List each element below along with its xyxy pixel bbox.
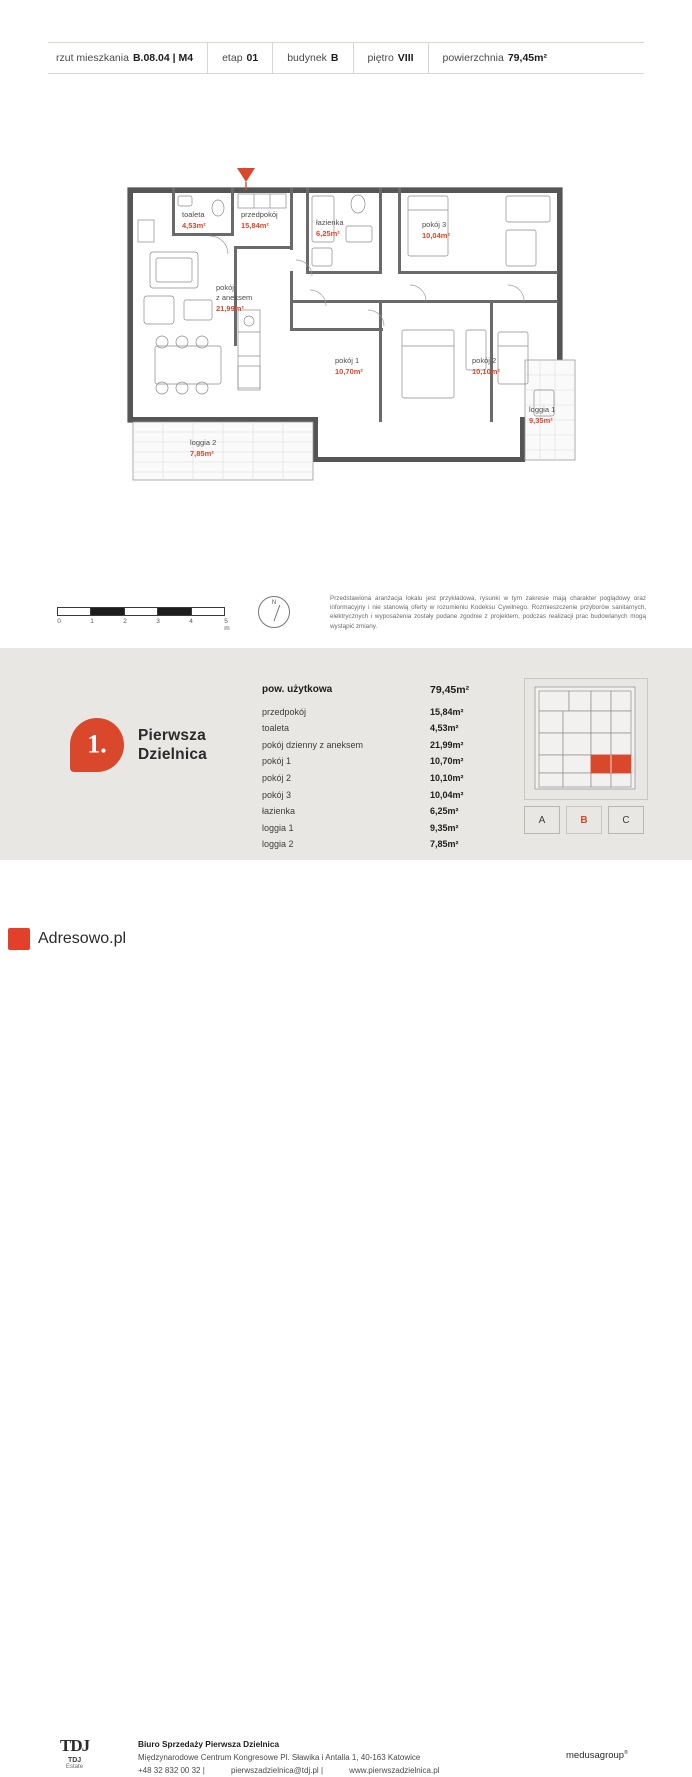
room-name-loggia1: loggia 1: [529, 405, 556, 414]
header-value-apartment: B.08.04 | M4: [132, 52, 194, 64]
area-row-pokoj-dzienny: [262, 736, 492, 753]
scale-tick-4: 4: [189, 618, 193, 625]
area-row-lazienka: [262, 803, 492, 820]
tdj-logo: [60, 1736, 89, 1770]
scale-tick-1: 1: [90, 618, 94, 625]
contact-line: [138, 1764, 439, 1777]
header-item-apartment: [48, 43, 207, 73]
header-label-apartment: rzut mieszkania: [56, 52, 129, 64]
building-keyplan: [524, 678, 648, 800]
area-row-przedpokoj: [262, 703, 492, 720]
scale-tick-2: 2: [123, 618, 127, 625]
office-phone[interactable]: +48 32 832 00 32: [138, 1766, 201, 1775]
room-area-pokoj2: 10,10m²: [472, 367, 500, 376]
medusagroup-logo: [566, 1750, 628, 1761]
header-item-area: [428, 43, 561, 73]
compass-needle: [274, 605, 281, 621]
header-label-stage: etap: [222, 52, 243, 64]
scale-tick-0: 0: [57, 618, 61, 625]
room-area-toaleta: 4,53m²: [182, 221, 206, 230]
area-value-pokoj1: 10,70m²: [430, 756, 464, 767]
contact-sep-2: |: [320, 1766, 324, 1775]
area-row-total: [262, 681, 492, 703]
floorplan: [110, 160, 580, 490]
header-label-building: budynek: [287, 52, 327, 64]
area-row-pokoj3: [262, 786, 492, 803]
floorplan-drawing: [110, 160, 580, 490]
room-label-przedpokoj: [241, 210, 278, 231]
scale-bar-ticks: [57, 616, 230, 632]
office-website[interactable]: www.pierwszadzielnica.pl: [349, 1766, 440, 1775]
compass-icon: [258, 596, 290, 628]
room-label-lazienka: [316, 218, 344, 239]
scale-seg-0: [58, 608, 91, 615]
room-area-przedpokoj: 15,84m²: [241, 221, 269, 230]
area-row-pokoj1: [262, 753, 492, 770]
contact-sep-1: |: [202, 1766, 205, 1775]
plan-header: [48, 42, 644, 74]
area-label-lazienka: łazienka: [262, 806, 296, 817]
area-value-toaleta: 4,53m²: [430, 723, 459, 734]
area-value-pokoj3: 10,04m²: [430, 789, 464, 800]
area-label-pokoj1: pokój 1: [262, 756, 292, 767]
scale-seg-3: [158, 608, 191, 615]
disclaimer-text: Przedstawiona aranżacja lokalu jest przykładowa, rysunki w tym zakresie mają charakter poglądowy oraz informacyjny i nie stanowią oferty w rozumieniu Kodeksu Cywilnego. Rozmieszczenie przyborów sanitarnych, elektrycznych i wyposażenia zostały podane zgodnie z projektem, podczas realizacji prac budowlanych mogą wystąpić zmiany.: [330, 595, 646, 630]
area-value-loggia2: 7,85m²: [430, 839, 459, 850]
scale-tick-5: 5 m: [224, 618, 230, 632]
keyplan-drawing: [525, 679, 645, 797]
tdj-mark: TDJ: [60, 1736, 90, 1755]
scale-seg-2: [125, 608, 158, 615]
segment-selector[interactable]: [524, 806, 646, 834]
segment-b[interactable]: B: [566, 806, 602, 834]
brand-line-1: Pierwsza: [138, 727, 206, 744]
area-label-pokoj2: pokój 2: [262, 772, 292, 783]
segment-a[interactable]: A: [524, 806, 560, 834]
room-label-toaleta: [182, 210, 206, 231]
contact-block: [138, 1738, 439, 1777]
room-label-loggia1: [529, 405, 555, 426]
tdj-name: TDJ: [67, 1757, 82, 1764]
logo-mark-char: 1.: [87, 729, 107, 759]
room-name-pokoj1: pokój 1: [335, 356, 360, 365]
medusagroup-registered: ®: [624, 1750, 628, 1756]
office-email[interactable]: pierwszadzielnica@tdj.pl: [230, 1766, 319, 1775]
area-total-value: 79,45m²: [430, 684, 470, 697]
scale-seg-1: [91, 608, 124, 615]
room-name-pokoj3: pokój 3: [422, 220, 447, 229]
room-area-pokoj3: 10,04m²: [422, 231, 450, 240]
area-value-przedpokoj: 15,84m²: [430, 706, 464, 717]
area-total-label: pow. użytkowa: [262, 684, 333, 696]
scale-tick-3: 3: [156, 618, 160, 625]
medusagroup-text: medusagroup: [566, 1750, 625, 1762]
segment-c[interactable]: C: [608, 806, 644, 834]
header-value-floor: VIII: [397, 52, 414, 64]
area-row-toaleta: [262, 720, 492, 737]
room-label-pokoj3: [422, 220, 450, 241]
tdj-sub: Estate: [66, 1764, 84, 1770]
room-area-loggia2: 7,85m²: [190, 449, 214, 458]
header-item-stage: [207, 43, 272, 73]
room-area-pokoj1: 10,70m²: [335, 367, 363, 376]
area-row-loggia1: [262, 819, 492, 836]
adresowo-icon: [8, 928, 30, 950]
room-area-loggia1: 9,35m²: [529, 416, 553, 425]
area-label-toaleta: toaleta: [262, 723, 290, 734]
header-value-building: B: [330, 52, 339, 64]
area-label-loggia2: loggia 2: [262, 839, 294, 850]
room-name-przedpokoj: przedpokój: [241, 210, 278, 219]
watermark-bar: [0, 918, 692, 960]
scale-seg-4: [192, 608, 224, 615]
header-label-area: powierzchnia: [442, 52, 504, 64]
brand-line-2: Dzielnica: [138, 746, 207, 763]
office-title: Biuro Sprzedaży Pierwsza Dzielnica: [138, 1739, 280, 1749]
room-name-pokoj2: pokój 2: [472, 356, 497, 365]
room-name-aneks-line2: z aneksem: [216, 293, 253, 302]
header-item-building: [272, 43, 352, 73]
room-area-aneks: 21,99m²: [216, 304, 244, 313]
room-label-loggia2: [190, 438, 216, 459]
header-value-area: 79,45m²: [507, 52, 547, 64]
room-name-loggia2: loggia 2: [190, 438, 217, 447]
brand-name: [138, 726, 207, 764]
area-row-pokoj2: [262, 770, 492, 787]
room-label-pokoj2: [472, 356, 500, 377]
compass-label: N: [271, 600, 277, 606]
area-table: [262, 681, 492, 853]
room-area-lazienka: 6,25m²: [316, 229, 340, 238]
area-row-loggia2: [262, 836, 492, 853]
scale-bar-graphic: [57, 607, 225, 616]
watermark-text: Adresowo.pl: [38, 930, 127, 947]
pierwsza-dzielnica-icon: [70, 718, 124, 772]
brand-logo: [70, 718, 207, 772]
room-name-aneks-line1: pokój: [216, 283, 234, 292]
scale-bar: [57, 607, 230, 632]
area-label-przedpokoj: przedpokój: [262, 706, 307, 717]
area-label-pokoj-dzienny: pokój dzienny z aneksem: [262, 739, 364, 750]
entrance-arrow: [237, 168, 255, 182]
area-value-lazienka: 6,25m²: [430, 806, 459, 817]
area-label-loggia1: loggia 1: [262, 822, 294, 833]
area-value-pokoj-dzienny: 21,99m²: [430, 739, 464, 750]
area-value-loggia1: 9,35m²: [430, 822, 459, 833]
office-address: Międzynarodowe Centrum Kongresowe Pl. Sławika i Antalla 1, 40-163 Katowice: [138, 1753, 421, 1762]
header-label-floor: piętro: [367, 52, 394, 64]
compass-circle: [258, 596, 290, 628]
area-label-pokoj3: pokój 3: [262, 789, 292, 800]
header-value-stage: 01: [246, 52, 259, 64]
room-name-toaleta: toaleta: [182, 210, 205, 219]
header-item-floor: [353, 43, 428, 73]
room-label-pokoj1: [335, 356, 363, 377]
room-label-pokoj-z-aneksem: [216, 283, 252, 314]
area-value-pokoj2: 10,10m²: [430, 772, 464, 783]
room-name-lazienka: łazienka: [316, 218, 344, 227]
